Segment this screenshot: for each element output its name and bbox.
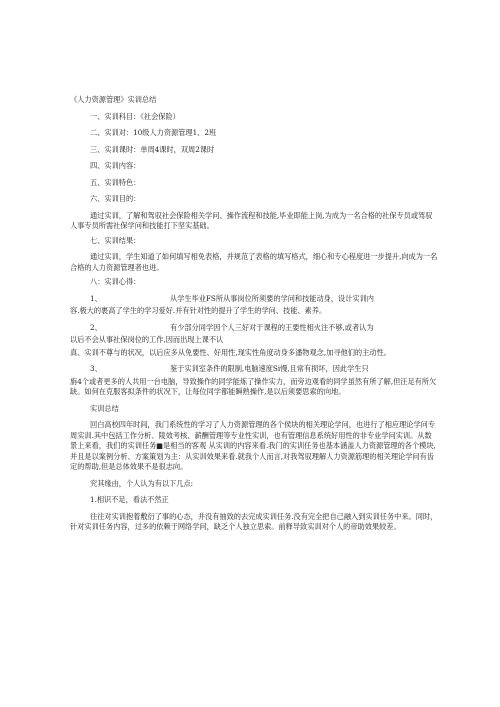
item-target: 二、实训对：10级人力资源管理1、2班 [90, 128, 217, 137]
document-body [70, 95, 438, 539]
item-experience: 八：实训心得： [90, 277, 141, 286]
point-2-line-3: 真、实训不尊与的状况，以后应多从免要性、好用性,现实性角度动身多潘物观念,加寻他们的主动性。 [70, 347, 391, 357]
reason-intro: 究其缘由，个人认为有以下几点: [90, 478, 194, 488]
experience-point-3 [70, 364, 438, 375]
item-subject: 一、实训科目：《社会保险） [90, 111, 180, 121]
item-content: 四、实训内容： [90, 161, 141, 170]
point-1-line-2: 容.极大的裹高了学生的学习爱好.并有针对性的提升了学生的学问、技能、素养。 [70, 306, 327, 315]
item-hours: 三、实训课时：单周4课时，双周2课时 [90, 144, 215, 154]
point-2-line-1: 有少部分同学因个人三好对于课程的王要性相火注不够,或者认为 [170, 322, 374, 332]
summary-paragraph: 回白高校四年时间，我门系统性的学习了人力资源管理的各个侯块的相关理论学问，也进行了相应理论学问专周实训.其中包括工作分析、陵效考核、薪酬管理等专业性实训，也有管理信息系统好用性的非专业学问实训。从数景上来看，我们的实训任务■是相当的客观 从实训的内容来看.我门的实训任务也基本涵盖人力资源管理的各个模块,并且是以案例分析、方案策划为主：从实训效果来看.就我个人而言,对我驾驭理解人力资源筋理的相关理论学问有齿定的帮助,但是总体效果不是很志向。 [70, 420, 436, 471]
summary-heading: 实训总结 [90, 403, 119, 413]
point-1-line-1: 从学生毕业FS所从事岗位所须要的学问和技能动身，设计实训内 [170, 293, 374, 303]
document-title: 《人力资源管理》实训总结 [70, 95, 157, 104]
point-number: 3、 [90, 364, 102, 373]
item-purpose: 六、实训目的： [90, 194, 141, 203]
point-3-line-1: 鉴于实训室条件的限制,电脑速度Si慢,且常有损坏，因此学生只 [170, 364, 369, 373]
item-feature: 五、实训特色： [90, 177, 141, 187]
item-result: 七、实训结果： [90, 235, 141, 245]
point-number: 1、 [90, 293, 102, 303]
reason-1-heading: 1.相识不足，看法不然正 [90, 495, 169, 504]
experience-point-2 [70, 323, 438, 334]
reason-1-paragraph: 往往对实训抱着敷衍了事的心态，并没有抽致的去完成实训任务.没有完全把自己融入到实训任务中来。同时，针对实训任务内容，过多的依赖于网络学问，缺乏个人独立思索。前释导致实训对个人的帝助效果较差。 [70, 511, 438, 531]
purpose-paragraph: 通过实训，了解和驾驭社会保险相关学问、操作流程和技能,毕业即能上岗,为成为一名合格的社保专员或驾驭人事专员所需社保学问和技能打下坚实基础。 [70, 210, 433, 230]
result-paragraph: 通过实训，学生知道了如何填写相免表格，并规范了表格的填写格式，细心和专心程度进一步提升,向成为一名合格的人力资源管理者也进。 [70, 252, 438, 272]
point-2-line-2: 以后不会从事社保岗位的工作,因而出现上课不认 [70, 335, 224, 344]
point-number: 2、 [90, 322, 102, 332]
point-3-line-2: 旃4个或者更多的人共用一台电脑，导致操作的同学能炼了操作实力，而旁边观看的同学虽然有所了解,但汪足有所欠缺。如何在克服客拟条件的状况下，让每位同学都能瞬熟操作,是以后须要思索的向地。 [70, 376, 437, 396]
experience-point-1 [70, 294, 438, 305]
